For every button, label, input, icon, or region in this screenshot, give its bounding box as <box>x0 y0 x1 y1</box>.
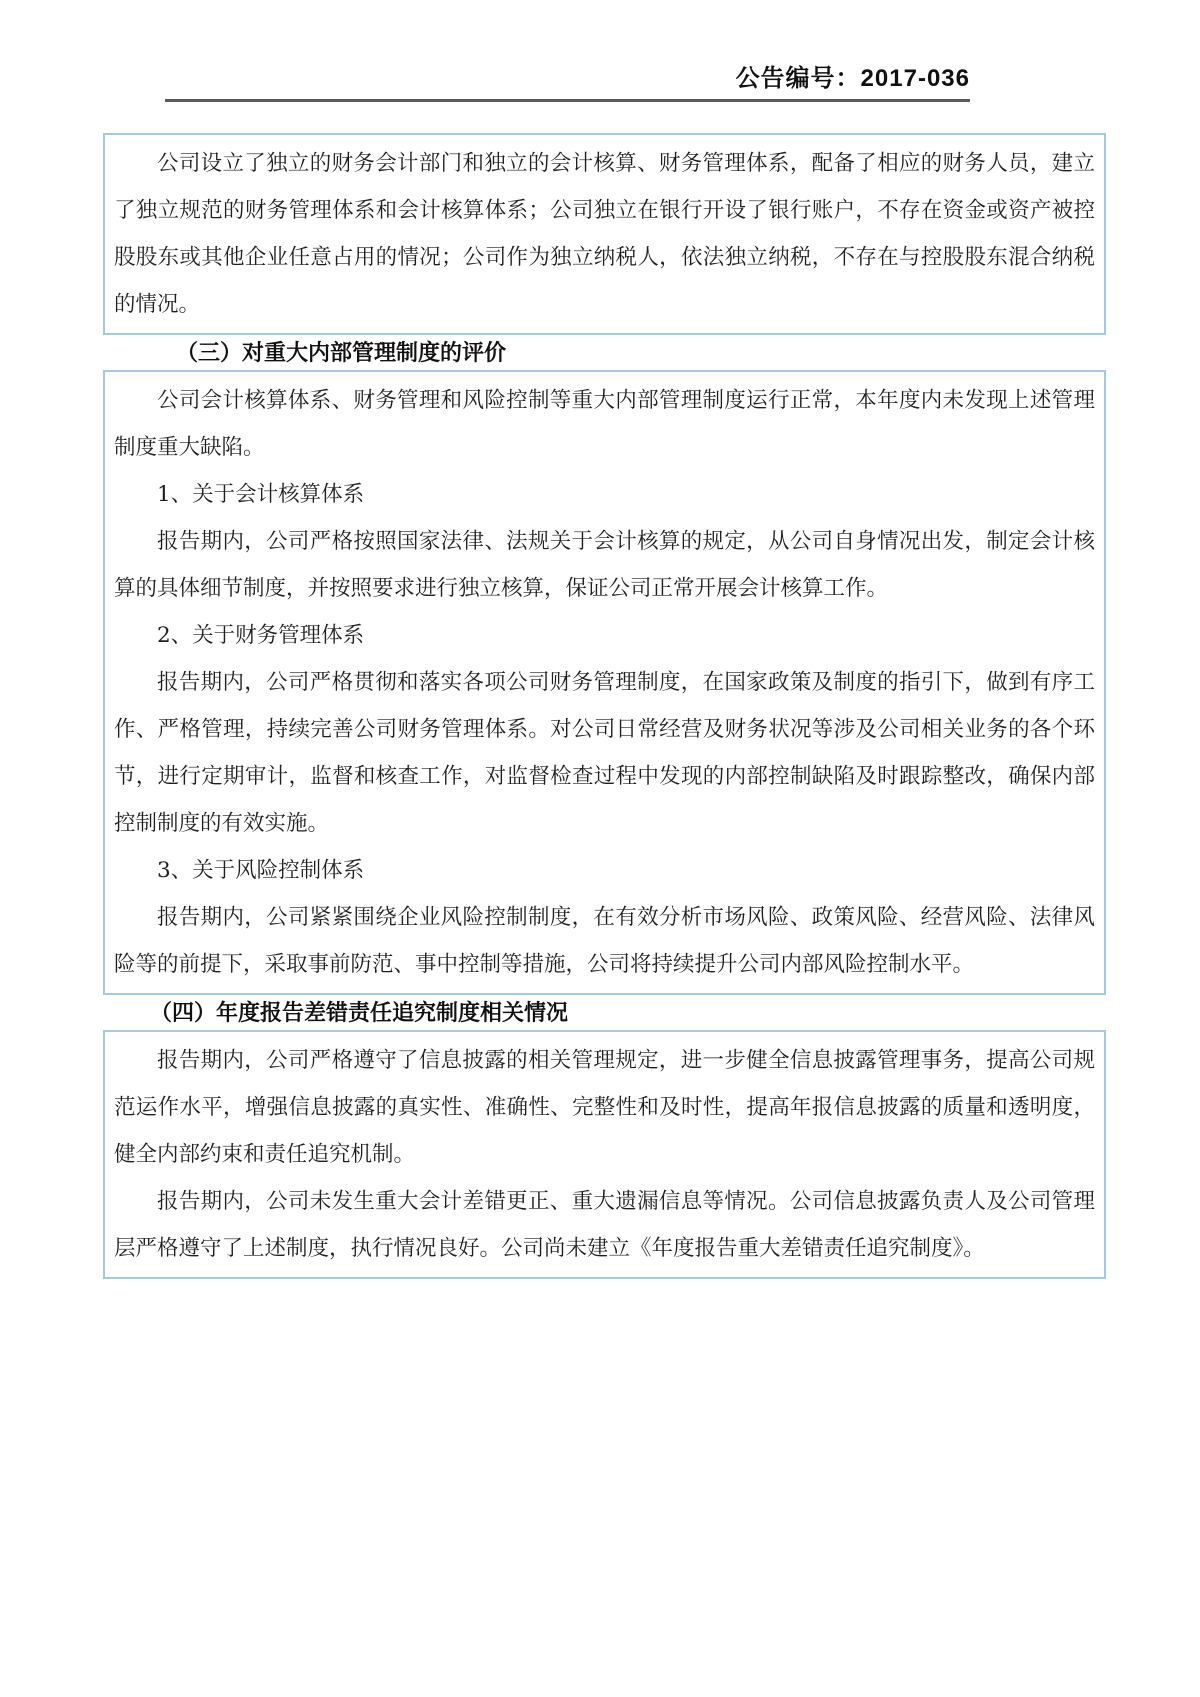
document-page <box>0 58 1200 1697</box>
subsection-3-title: 3、关于风险控制体系 <box>157 858 365 883</box>
section-heading-error-accountability: （四）年度报告差错责任追究制度相关情况 <box>150 1000 569 1025</box>
error-accountability-box <box>103 1030 1106 1279</box>
page-header <box>165 58 970 102</box>
disclosure-compliance-paragraph: 报告期内，公司严格遵守了信息披露的相关管理规定，进一步健全信息披露管理事务，提高公司规范运作水平，增强信息披露的真实性、准确性、完整性和及时性，提高年报信息披露的质量和透明度，健全内部约束和责任追究机制。 <box>114 1048 1095 1167</box>
accounting-system-paragraph: 报告期内，公司严格按照国家法律、法规关于会计核算的规定，从公司自身情况出发，制定会计核算的具体细节制度，并按照要求进行独立核算，保证公司正常开展会计核算工作。 <box>114 529 1095 601</box>
independence-paragraph: 公司设立了独立的财务会计部门和独立的会计核算、财务管理体系，配备了相应的财务人员，建立了独立规范的财务管理体系和会计核算体系；公司独立在银行开设了银行账户，不存在资金或资产被控股股东或其他企业任意占用的情况；公司作为独立纳税人，依法独立纳税，不存在与控股股东混合纳税的情况。 <box>114 151 1095 317</box>
risk-control-paragraph: 报告期内，公司紧紧围绕企业风险控制制度，在有效分析市场风险、政策风险、经营风险、法律风险等的前提下，采取事前防范、事中控制等措施，公司将持续提升公司内部风险控制水平。 <box>114 905 1095 977</box>
subsection-2-title: 2、关于财务管理体系 <box>157 623 365 648</box>
financial-management-paragraph: 报告期内，公司严格贯彻和落实各项公司财务管理制度，在国家政策及制度的指引下，做到有序工作、严格管理，持续完善公司财务管理体系。对公司日常经营及财务状况等涉及公司相关业务的各个环节，进行定期审计，监督和核查工作，对监督检查过程中发现的内部控制缺陷及时跟踪整改，确保内部控制制度的有效实施。 <box>114 670 1095 836</box>
internal-management-evaluation-box <box>103 370 1106 995</box>
subsection-1-title: 1、关于会计核算体系 <box>157 482 365 507</box>
internal-management-summary-paragraph: 公司会计核算体系、财务管理和风险控制等重大内部管理制度运行正常，本年度内未发现上述管理制度重大缺陷。 <box>114 388 1095 460</box>
section-heading-internal-management: （三）对重大内部管理制度的评价 <box>176 340 507 365</box>
error-correction-status-paragraph: 报告期内，公司未发生重大会计差错更正、重大遗漏信息等情况。公司信息披露负责人及公司管理层严格遵守了上述制度，执行情况良好。公司尚未建立《年度报告重大差错责任追究制度》。 <box>114 1189 1095 1261</box>
independence-statement-box <box>103 133 1106 335</box>
announcement-number: 公告编号：2017-036 <box>735 65 970 92</box>
